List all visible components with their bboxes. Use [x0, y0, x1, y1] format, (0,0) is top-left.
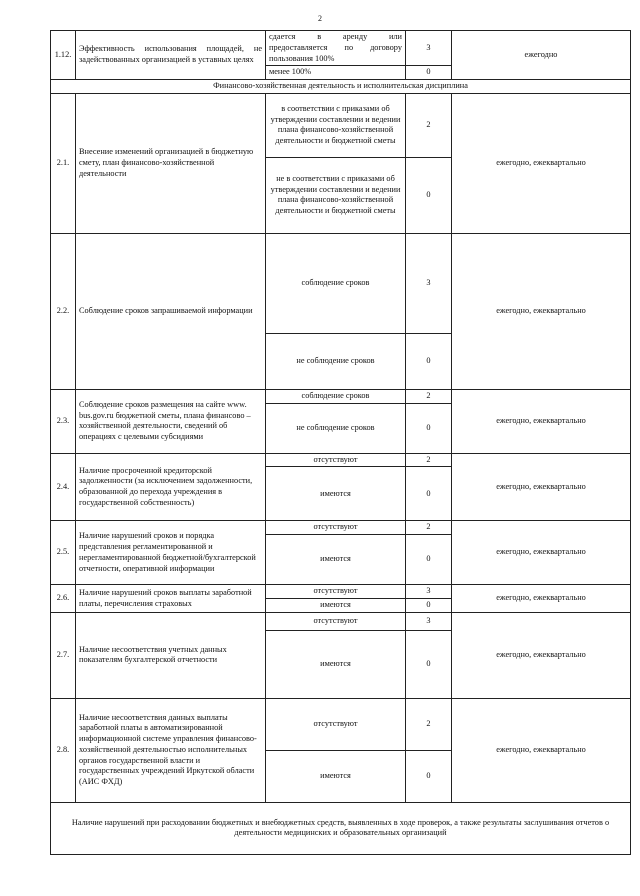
table-row — [51, 585, 631, 599]
criterion-cell: имеются — [266, 535, 406, 585]
points-cell: 2 — [406, 389, 452, 403]
points-cell: 0 — [406, 630, 452, 698]
table-row — [51, 802, 631, 854]
table-row — [51, 80, 631, 94]
row-number: 2.2. — [51, 233, 76, 389]
criterion-cell: сдается в аренду или предоставляется по договору пользования 100% — [266, 31, 406, 66]
row-number: 2.3. — [51, 389, 76, 453]
table-row — [51, 93, 631, 157]
table-row — [51, 612, 631, 630]
criterion-cell: имеются — [266, 467, 406, 521]
row-number: 2.8. — [51, 698, 76, 802]
points-cell: 0 — [406, 467, 452, 521]
criterion-cell: имеются — [266, 750, 406, 802]
section-title: Финансово-хозяйственная деятельность и исполнительская дисциплина — [51, 80, 631, 94]
points-cell: 3 — [406, 612, 452, 630]
points-cell: 2 — [406, 93, 452, 157]
row-number: 2.5. — [51, 521, 76, 585]
page-number: 2 — [318, 14, 322, 23]
period-cell: ежегодно, ежеквартально — [452, 521, 631, 585]
criterion-cell: соблюдение сроков — [266, 233, 406, 333]
criterion-cell: отсутствуют — [266, 585, 406, 599]
table-row — [51, 698, 631, 750]
points-cell: 0 — [406, 66, 452, 80]
criterion-cell: отсутствуют — [266, 453, 406, 467]
criterion-cell: не соблюдение сроков — [266, 333, 406, 389]
table-row — [51, 521, 631, 535]
indicator-name: Эффективность использования площадей, не задействованных организацией в уставных целях — [76, 31, 266, 80]
indicator-name: Наличие просроченной кредиторской задолженности (за исключением задолженности, образованной до перехода учреждения в государственной собственность) — [76, 453, 266, 521]
points-cell: 0 — [406, 157, 452, 233]
criterion-cell: не в соответствии с приказами об утверждении составлении и ведении плана финансово-хозяйственной деятельности и бюджетной сметы — [266, 157, 406, 233]
criterion-cell: отсутствуют — [266, 698, 406, 750]
points-cell: 0 — [406, 599, 452, 613]
row-number: 1.12. — [51, 31, 76, 80]
table-row — [51, 233, 631, 333]
period-cell: ежегодно, ежеквартально — [452, 453, 631, 521]
points-cell: 2 — [406, 521, 452, 535]
table-row — [51, 389, 631, 403]
criteria-table — [50, 30, 631, 855]
period-cell: ежегодно, ежеквартально — [452, 389, 631, 453]
period-cell: ежегодно, ежеквартально — [452, 233, 631, 389]
criterion-cell: имеются — [266, 630, 406, 698]
criterion-cell: не соблюдение сроков — [266, 403, 406, 453]
points-cell: 0 — [406, 333, 452, 389]
indicator-name: Наличие несоответствия данных выплаты заработной платы в автоматизированной информационной системе управления финансово-хозяйственной деятельностью исполнительных органов государственной власти и государственных учреждений Иркутской области (АИС ФХД) — [76, 698, 266, 802]
period-cell: ежегодно, ежеквартально — [452, 698, 631, 802]
criterion-cell: имеются — [266, 599, 406, 613]
points-cell: 0 — [406, 403, 452, 453]
indicator-name: Внесение изменений организацией в бюджетную смету, план финансово-хозяйственной деятельности — [76, 93, 266, 233]
points-cell: 2 — [406, 698, 452, 750]
points-cell: 3 — [406, 233, 452, 333]
table-row — [51, 31, 631, 66]
indicator-name: Наличие нарушений сроков выплаты заработной платы, перечисления страховых — [76, 585, 266, 613]
period-cell: ежегодно, ежеквартально — [452, 612, 631, 698]
points-cell: 3 — [406, 31, 452, 66]
final-note: Наличие нарушений при расходовании бюджетных и внебюджетных средств, выявленных в ходе проверок, а также результаты заслушивания отчетов о деятельности медицинских и образовательных организаций — [51, 802, 631, 854]
criterion-cell: менее 100% — [266, 66, 406, 80]
row-number: 2.6. — [51, 585, 76, 613]
row-number: 2.7. — [51, 612, 76, 698]
criterion-cell: отсутствуют — [266, 521, 406, 535]
indicator-name: Наличие несоответствия учетных данных показателям бухгалтерской отчетности — [76, 612, 266, 698]
points-cell: 0 — [406, 750, 452, 802]
points-cell: 3 — [406, 585, 452, 599]
period-cell: ежегодно, ежеквартально — [452, 93, 631, 233]
indicator-name: Соблюдение сроков запрашиваемой информации — [76, 233, 266, 389]
indicator-name: Соблюдение сроков размещения на сайте www. bus.gov.ru бюджетной сметы, плана финансово – хозяйственной деятельности, сведений об операциях с целевыми субсидиями — [76, 389, 266, 453]
criterion-cell: в соответствии с приказами об утверждении составлении и ведении плана финансово-хозяйственной деятельности и бюджетной сметы — [266, 93, 406, 157]
row-number: 2.1. — [51, 93, 76, 233]
criterion-cell: отсутствуют — [266, 612, 406, 630]
row-number: 2.4. — [51, 453, 76, 521]
table-row — [51, 453, 631, 467]
criterion-cell: соблюдение сроков — [266, 389, 406, 403]
period-cell: ежегодно, ежеквартально — [452, 585, 631, 613]
points-cell: 0 — [406, 535, 452, 585]
indicator-name: Наличие нарушений сроков и порядка представления регламентированной и нерегламентированной бюджетной/бухгалтерской отчетности, оперативной информации — [76, 521, 266, 585]
period-cell: ежегодно — [452, 31, 631, 80]
points-cell: 2 — [406, 453, 452, 467]
